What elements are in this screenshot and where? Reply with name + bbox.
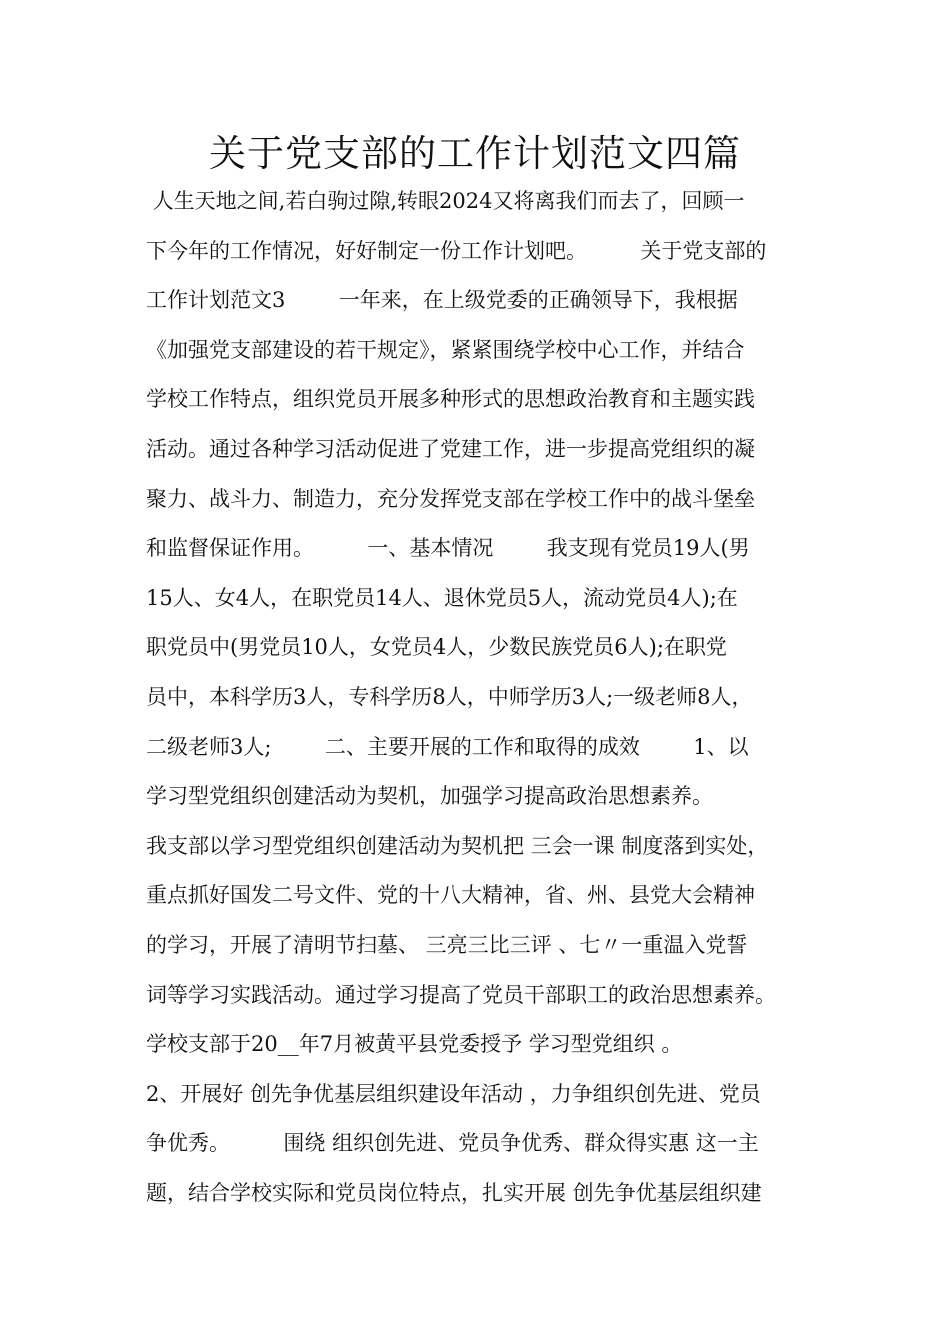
body-line: 员中，本科学历3人，专科学历8人，中师学历3人;一级老师8人， <box>146 684 753 709</box>
body-line: 学校工作特点，组织党员开展多种形式的思想政治教育和主题实践 <box>146 387 755 412</box>
body-line: 的学习，开展了清明节扫墓、 三亮三比三评 、七〃一重温入党誓 <box>146 932 748 957</box>
document-body <box>146 177 826 1218</box>
body-line: 学习型党组织创建活动为契机，加强学习提高政治思想素养。 <box>146 784 713 809</box>
body-line: 2、开展好 创先争优基层组织建设年活动 ，力争组织创先进、党员 <box>146 1081 761 1106</box>
body-line: 人生天地之间,若白驹过隙,转眼2024又将离我们而去了，回顾一 <box>146 189 745 213</box>
body-line: 争优秀。 围绕 组织创先进、党员争优秀、群众得实惠 这一主 <box>146 1131 759 1156</box>
body-line: 题，结合学校实际和党员岗位特点，扎实开展 创先争优基层组织建 <box>146 1180 762 1205</box>
body-line: 工作计划范文3 一年来，在上级党委的正确领导下，我根据 <box>146 288 738 313</box>
body-line: 15人、女4人，在职党员14人、退休党员5人，流动党员4人);在 <box>146 585 738 610</box>
body-line: 和监督保证作用。 一、基本情况 我支现有党员19人(男 <box>146 536 750 561</box>
body-line: 聚力、战斗力、制造力，充分发挥党支部在学校工作中的战斗堡垒 <box>146 486 755 511</box>
body-line: 下今年的工作情况，好好制定一份工作计划吧。 关于党支部的 <box>146 238 767 263</box>
body-line: 《加强党支部建设的若干规定》，紧紧围绕学校中心工作，并结合 <box>146 337 745 362</box>
body-line: 重点抓好国发二号文件、党的十八大精神，省、州、县党大会精神 <box>146 883 755 908</box>
document-title: 关于党支部的工作计划范文四篇 <box>209 132 741 175</box>
body-line: 二级老师3人; 二、主要开展的工作和取得的成效 1、以 <box>146 734 749 759</box>
body-line: 我支部以学习型党组织创建活动为契机把 三会一课 制度落到实处， <box>146 833 769 858</box>
body-line: 活动。通过各种学习活动促进了党建工作，进一步提高党组织的凝 <box>146 436 755 461</box>
body-line: 学校支部于20__年7月被黄平县党委授予 学习型党组织 。 <box>146 1032 683 1057</box>
body-line: 职党员中(男党员10人，女党员4人，少数民族党员6人);在职党 <box>146 635 727 660</box>
body-line: 词等学习实践活动。通过学习提高了党员干部职工的政治思想素养。 <box>146 982 776 1007</box>
